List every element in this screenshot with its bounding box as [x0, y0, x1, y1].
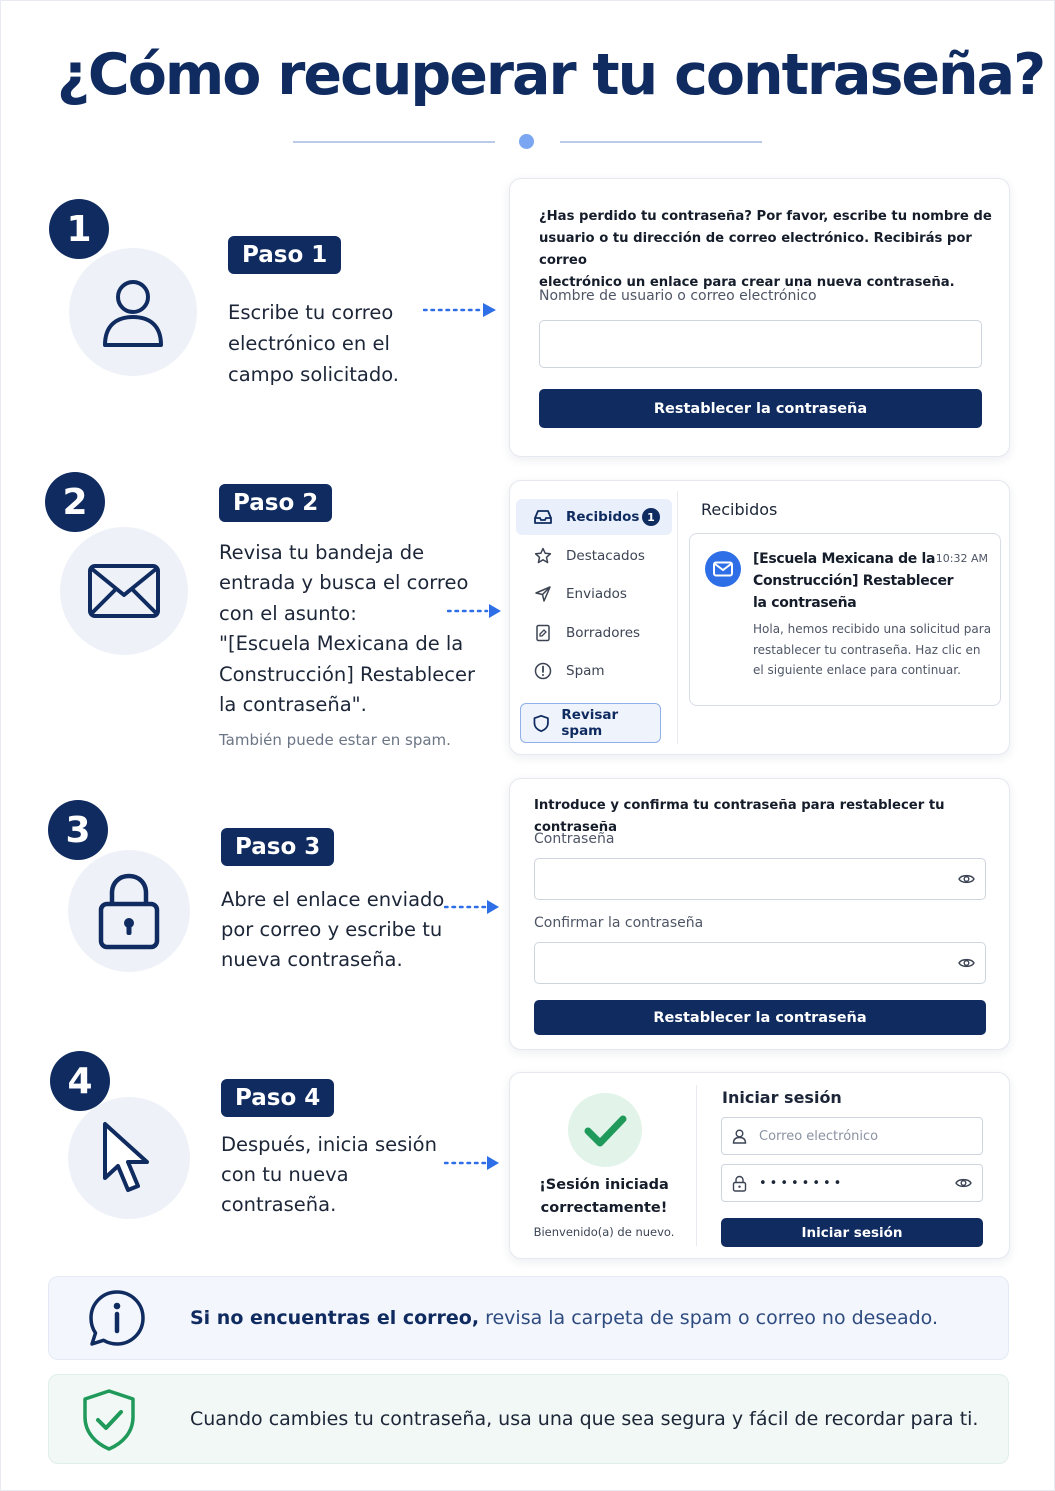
- login-email-input[interactable]: [721, 1117, 983, 1155]
- eye-icon[interactable]: [958, 957, 975, 969]
- confirm-password-label: Confirmar la contraseña: [534, 915, 704, 931]
- mail-avatar-icon: [705, 551, 741, 587]
- login-password-mask: ••••••••: [759, 1175, 845, 1191]
- step-4-number: 4: [50, 1051, 110, 1111]
- reset-password-button[interactable]: Restablecer la contraseña: [539, 389, 982, 428]
- review-spam-label: Revisar spam: [561, 707, 619, 739]
- folder-borradores[interactable]: [516, 615, 672, 651]
- folder-enviados[interactable]: [516, 576, 672, 612]
- info-banner-rest: revisa la carpeta de spam o correo no deseado.: [479, 1307, 938, 1329]
- shield-icon: [533, 714, 549, 733]
- lock-icon: [98, 871, 160, 951]
- inbox-heading: Recibidos: [701, 500, 778, 519]
- login-password-input[interactable]: [721, 1164, 983, 1202]
- step-4-icon-circle: [68, 1097, 190, 1219]
- unread-count-badge: 1: [642, 508, 660, 526]
- info-banner-text: [190, 1307, 938, 1329]
- page-title: ¿Cómo recuperar tu contraseña?: [56, 42, 1045, 108]
- user-icon: [101, 275, 165, 349]
- step-2-note: También puede estar en spam.: [219, 731, 451, 749]
- step-1-arrow-icon: [423, 302, 497, 318]
- step-3-arrow-icon: [444, 899, 500, 915]
- step-4-text: Después, inicia sesión con tu nueva contraseña.: [221, 1133, 437, 1216]
- user-icon: [732, 1129, 747, 1144]
- username-email-input[interactable]: [539, 320, 982, 368]
- username-label: Nombre de usuario o correo electrónico: [539, 288, 817, 304]
- lock-icon: [732, 1175, 747, 1192]
- login-divider: [696, 1085, 697, 1246]
- step-3-text: Abre el enlace enviado por correo y escribe tu nueva contraseña.: [221, 888, 445, 971]
- step-2-icon-circle: [60, 527, 188, 655]
- step-1-icon-circle: [69, 248, 197, 376]
- step-2-badge: Paso 2: [219, 484, 332, 522]
- folder-recibidos[interactable]: [516, 499, 672, 535]
- title-divider-right: [560, 141, 762, 143]
- folder-enviados-label: Enviados: [566, 586, 627, 602]
- confirm-password-input[interactable]: [534, 942, 986, 984]
- step-2-arrow-icon: [447, 603, 502, 619]
- safety-banner: [48, 1374, 1009, 1464]
- new-password-intro: Introduce y confirma tu contraseña para restablecer tu contraseña: [534, 798, 945, 835]
- info-icon: [87, 1288, 147, 1348]
- title-divider-dot: [519, 134, 534, 149]
- step-3-badge: Paso 3: [221, 828, 334, 866]
- send-icon: [534, 585, 552, 603]
- email-subject: [Escuela Mexicana de la Construcción] Restablecer la contraseña: [753, 551, 954, 611]
- draft-icon: [534, 624, 552, 642]
- eye-icon[interactable]: [958, 873, 975, 885]
- folder-destacados-label: Destacados: [566, 548, 645, 564]
- step-3-icon-circle: [68, 850, 190, 972]
- folder-borradores-label: Borradores: [566, 625, 641, 641]
- info-banner-bold: Si no encuentras el correo,: [190, 1307, 480, 1329]
- reset-request-card: [509, 178, 1010, 457]
- inbox-icon: [534, 509, 552, 525]
- shield-check-icon: [81, 1388, 137, 1452]
- new-password-card: [509, 778, 1010, 1050]
- login-button[interactable]: Iniciar sesión: [721, 1218, 983, 1247]
- step-2-text: Revisa tu bandeja de entrada y busca el correo con el asunto: "[Escuela Mexicana de la Construcción] Restablecer la contraseña".: [219, 541, 475, 717]
- confirm-reset-button[interactable]: Restablecer la contraseña: [534, 1000, 986, 1035]
- sidebar-divider: [677, 491, 678, 744]
- step-3-number: 3: [48, 800, 108, 860]
- folder-recibidos-label: Recibidos: [566, 509, 640, 525]
- eye-icon[interactable]: [955, 1177, 972, 1189]
- step-1-number: 1: [49, 199, 109, 259]
- envelope-icon: [87, 563, 161, 619]
- title-divider-left: [293, 141, 495, 143]
- login-success-title: ¡Sesión iniciada correctamente!: [539, 1177, 669, 1216]
- step-4-arrow-icon: [444, 1155, 500, 1171]
- email-time: 10:32 AM: [935, 552, 988, 565]
- login-email-placeholder: Correo electrónico: [759, 1128, 879, 1144]
- email-preview: Hola, hemos recibido una solicitud para restablecer tu contraseña. Haz clic en el siguiente enlace para continuar.: [753, 622, 992, 677]
- reset-request-intro: ¿Has perdido tu contraseña? Por favor, escribe tu nombre de usuario o tu dirección de correo electrónico. Recibirás por correo electrónico un enlace para crear una nueva contraseña.: [539, 209, 992, 290]
- step-1-badge: Paso 1: [228, 236, 341, 274]
- step-1-text: Escribe tu correo electrónico en el campo solicitado.: [228, 301, 399, 386]
- cursor-icon: [101, 1120, 157, 1196]
- safety-banner-text: Cuando cambies tu contraseña, usa una que sea segura y fácil de recordar para ti.: [190, 1408, 979, 1430]
- password-label: Contraseña: [534, 831, 615, 847]
- password-input[interactable]: [534, 858, 986, 900]
- folder-spam[interactable]: [516, 653, 672, 689]
- login-card: [509, 1072, 1010, 1259]
- login-heading: Iniciar sesión: [722, 1088, 842, 1107]
- alert-icon: [534, 662, 552, 680]
- login-success-subtitle: Bienvenido(a) de nuevo.: [533, 1225, 675, 1239]
- info-banner: [48, 1276, 1009, 1360]
- star-icon: [534, 547, 552, 565]
- success-check-icon: [568, 1093, 642, 1167]
- folder-destacados[interactable]: [516, 538, 672, 574]
- folder-spam-label: Spam: [566, 663, 605, 679]
- email-list-item[interactable]: [689, 533, 1001, 706]
- review-spam-button[interactable]: [520, 703, 661, 743]
- inbox-card: [509, 480, 1010, 755]
- step-4-badge: Paso 4: [221, 1079, 334, 1117]
- step-2-number: 2: [45, 472, 105, 532]
